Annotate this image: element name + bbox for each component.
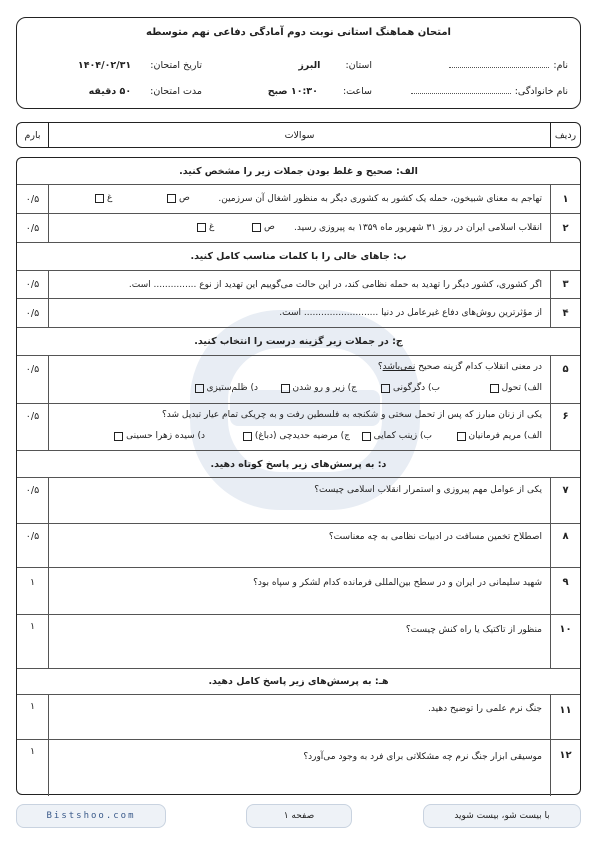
question-score: ۱ bbox=[17, 568, 49, 614]
duration-label: مدت امتحان: bbox=[150, 86, 202, 97]
false-label: غ bbox=[107, 193, 113, 203]
duration-field bbox=[89, 86, 202, 97]
option-a[interactable] bbox=[490, 383, 542, 393]
option-checkbox[interactable] bbox=[362, 432, 371, 441]
question-row bbox=[17, 524, 580, 568]
question-score: ۰/۵ bbox=[17, 478, 49, 523]
option-checkbox[interactable] bbox=[195, 384, 204, 393]
question-number: ۴ bbox=[550, 299, 580, 327]
footer-slogan: با بیست شو، بیست شوید bbox=[423, 804, 581, 828]
question-number: ۱۱ bbox=[550, 695, 580, 739]
province-label: استان: bbox=[345, 60, 372, 71]
question-score: ۱ bbox=[17, 695, 49, 739]
question-row bbox=[17, 404, 580, 451]
question-score: ۰/۵ bbox=[17, 299, 49, 327]
question-number: ۱۲ bbox=[550, 740, 580, 796]
question-score: ۰/۵ bbox=[17, 214, 49, 242]
option-c[interactable] bbox=[281, 383, 358, 393]
province-value: البرز bbox=[298, 60, 321, 71]
true-label: ص bbox=[179, 193, 190, 203]
section-d-heading: د: به پرسش‌های زیر پاسخ کوتاه دهید. bbox=[17, 451, 580, 478]
question-number: ۱۰ bbox=[550, 615, 580, 668]
question-number: ۸ bbox=[550, 524, 580, 567]
question-score: ۰/۵ bbox=[17, 356, 49, 403]
name-field bbox=[449, 60, 568, 71]
question-row bbox=[17, 356, 580, 404]
question-text: منظور از تاکتیک یا راه کنش چیست؟ bbox=[405, 625, 542, 635]
option-label: د) سیده زهرا حسینی bbox=[126, 431, 205, 441]
exam-title: امتحان هماهنگ استانی نوبت دوم آمادگی دفاعی نهم متوسطه bbox=[146, 27, 451, 38]
option-checkbox[interactable] bbox=[457, 432, 466, 441]
option-a[interactable] bbox=[457, 431, 542, 441]
option-c[interactable] bbox=[243, 431, 350, 441]
option-label: الف) تحول bbox=[501, 383, 542, 393]
question-score: ۰/۵ bbox=[17, 524, 49, 567]
option-label: الف) مریم فرمانیان bbox=[468, 431, 542, 441]
footer-page-number: صفحه ۱ bbox=[246, 804, 352, 828]
question-row bbox=[17, 185, 580, 214]
question-text: اگر کشوری، کشور دیگر را تهدید به حمله نظامی کند، در این حالت می‌گوییم این تهدید از نوع ............... است. bbox=[128, 280, 542, 290]
name-label: نام: bbox=[553, 60, 568, 71]
question-text: موسیقی ابزار جنگ نرم چه مشکلاتی برای فرد به وجود می‌آورد؟ bbox=[303, 752, 542, 762]
option-label: ب) دگرگونی bbox=[392, 383, 440, 393]
question-row bbox=[17, 568, 580, 615]
question-number: ۳ bbox=[550, 271, 580, 298]
question-score: ۰/۵ bbox=[17, 185, 49, 213]
family-blank bbox=[411, 86, 511, 94]
question-text: اصطلاح تخمین مسافت در ادبیات نظامی به چه معناست؟ bbox=[328, 532, 542, 542]
option-b[interactable] bbox=[362, 431, 432, 441]
question-score: ۰/۵ bbox=[17, 404, 49, 450]
date-field bbox=[78, 60, 202, 71]
question-text: شهید سلیمانی در ایران و در سطح بین‌المللی فرمانده کدام لشکر و سپاه بود؟ bbox=[253, 578, 542, 588]
question-text: از مؤثرترین روش‌های دفاع غیرعامل در دنیا .......................... است. bbox=[279, 308, 542, 318]
time-field bbox=[268, 86, 372, 97]
option-b[interactable] bbox=[381, 383, 440, 393]
question-row bbox=[17, 214, 580, 243]
option-checkbox[interactable] bbox=[490, 384, 499, 393]
time-value: ۱۰:۳۰ صبح bbox=[267, 86, 318, 97]
option-label: ج) مرضیه حدیدچی (دباغ) bbox=[254, 431, 350, 441]
option-d[interactable] bbox=[114, 431, 205, 441]
false-checkbox[interactable] bbox=[95, 194, 104, 203]
false-checkbox[interactable] bbox=[197, 223, 206, 232]
true-label: ص bbox=[264, 222, 275, 232]
option-label: ب) زینب کمایی bbox=[373, 431, 432, 441]
option-label: ج) زیر و رو شدن bbox=[292, 383, 357, 393]
footer-site[interactable]: Bistshoo.com bbox=[16, 804, 166, 828]
name-blank bbox=[449, 60, 549, 68]
option-checkbox[interactable] bbox=[243, 432, 252, 441]
false-label: غ bbox=[209, 222, 215, 232]
question-number: ۷ bbox=[550, 478, 580, 523]
question-number: ۲ bbox=[550, 214, 580, 242]
question-row bbox=[17, 478, 580, 524]
question-row bbox=[17, 740, 580, 796]
section-b-heading: ب: جاهای خالی را با کلمات مناسب کامل کنید. bbox=[17, 243, 580, 271]
question-row bbox=[17, 695, 580, 740]
date-value: ۱۴۰۴/۰۲/۳۱ bbox=[77, 60, 132, 71]
question-row bbox=[17, 271, 580, 299]
true-option[interactable] bbox=[252, 222, 275, 232]
option-label: د) ظلم‌ستیزی bbox=[206, 383, 258, 393]
question-text: یکی از زنان مبارز که پس از تحمل سختی و شکنجه به فلسطین رفت و به چریکی تمام عیار تبدیل شد؟ bbox=[161, 410, 542, 420]
question-number: ۱ bbox=[550, 185, 580, 213]
false-option[interactable] bbox=[95, 193, 112, 203]
question-score: ۱ bbox=[17, 615, 49, 668]
family-field bbox=[411, 86, 568, 97]
question-text: جنگ نرم علمی را توضیح دهید. bbox=[428, 704, 542, 714]
question-text-emphasis: نمی‌باشد bbox=[382, 362, 416, 372]
question-row bbox=[17, 615, 580, 669]
question-row bbox=[17, 299, 580, 328]
exam-header bbox=[16, 17, 581, 109]
column-header bbox=[16, 122, 581, 148]
question-score: ۰/۵ bbox=[17, 271, 49, 298]
section-e-heading: هـ: به پرسش‌های زیر پاسخ کامل دهید. bbox=[17, 669, 580, 695]
option-checkbox[interactable] bbox=[381, 384, 390, 393]
question-text bbox=[57, 362, 542, 372]
question-text-pre: در معنی انقلاب کدام گزینه صحیح bbox=[415, 362, 542, 372]
true-checkbox[interactable] bbox=[167, 194, 176, 203]
question-text: تهاجم به معنای شبیخون، حمله یک کشور به کشوری دیگر به منظور اشغال آن سرزمین. bbox=[218, 194, 542, 204]
question-number: ۹ bbox=[550, 568, 580, 614]
section-a-heading: الف: صحیح و غلط بودن جملات زیر را مشخص کنید. bbox=[17, 158, 580, 185]
date-label: تاریخ امتحان: bbox=[150, 60, 202, 71]
question-number: ۵ bbox=[550, 356, 580, 403]
col-radif: ردیف bbox=[550, 123, 580, 147]
col-barom: بارم bbox=[17, 123, 49, 147]
questions-table bbox=[16, 157, 581, 795]
false-option[interactable] bbox=[197, 222, 214, 232]
section-c-heading: ج: در جملات زیر گزینه درست را انتخاب کنید. bbox=[17, 328, 580, 356]
true-checkbox[interactable] bbox=[252, 223, 261, 232]
question-number: ۶ bbox=[550, 404, 580, 450]
col-questions: سوالات bbox=[284, 129, 315, 141]
family-label: نام خانوادگی: bbox=[514, 86, 568, 97]
question-text-post: ؟ bbox=[377, 362, 383, 372]
province-field bbox=[298, 60, 372, 71]
option-checkbox[interactable] bbox=[114, 432, 123, 441]
true-option[interactable] bbox=[167, 193, 190, 203]
question-text: انقلاب اسلامی ایران در روز ۳۱ شهریور ماه ۱۳۵۹ به پیروزی رسید. bbox=[294, 223, 542, 233]
option-d[interactable] bbox=[195, 383, 259, 393]
option-checkbox[interactable] bbox=[281, 384, 290, 393]
question-text: یکی از عوامل مهم پیروزی و استمرار انقلاب اسلامی چیست؟ bbox=[314, 485, 542, 495]
time-label: ساعت: bbox=[342, 86, 372, 97]
question-score: ۱ bbox=[17, 740, 49, 796]
duration-value: ۵۰ دقیقه bbox=[88, 86, 132, 97]
